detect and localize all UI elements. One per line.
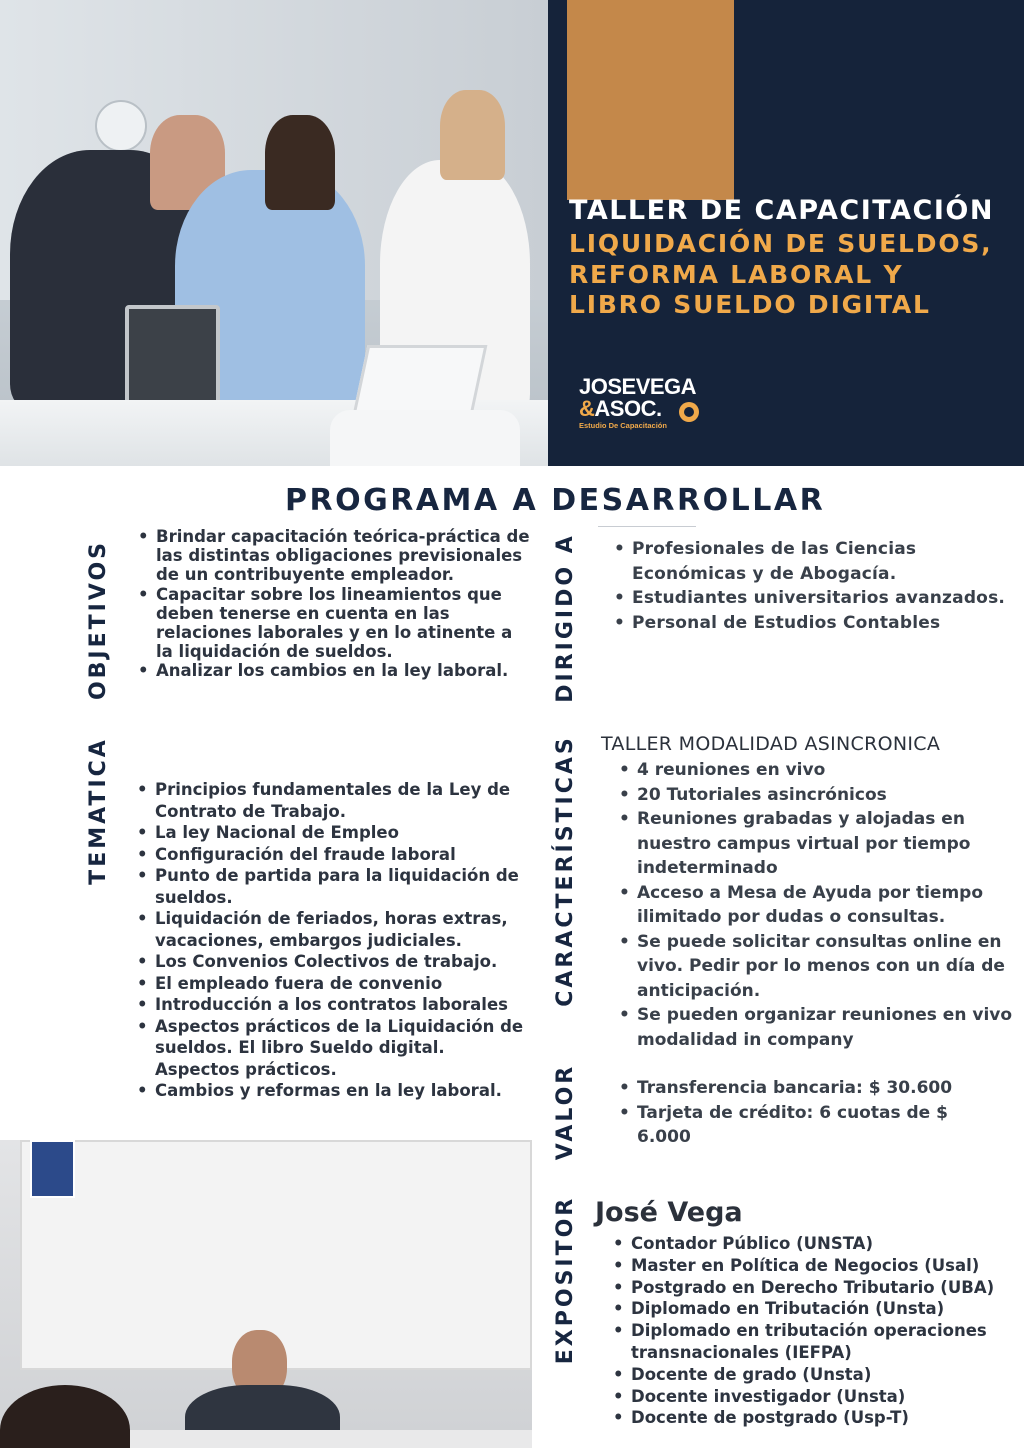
list-item: • Se pueden organizar reuniones en vivo modalidad in company [615,1003,1015,1052]
list-item: • Brindar capacitación teórica-práctica de las distintas obligaciones previsionales de un contribuyente empleador. [134,527,534,585]
section-label-valor: VALOR [553,1063,578,1161]
list-item: • Analizar los cambios en la ley laboral. [134,661,534,680]
tematica-list [133,779,533,1102]
list-item: • Personal de Estudios Contables [610,611,1010,636]
program-title: PROGRAMA A DESARROLLAR [285,483,826,518]
list-item: • Acceso a Mesa de Ayuda por tiempo ilimitado por dudas o consultas. [615,881,1015,930]
modality-title: TALLER MODALIDAD ASINCRONICA [601,733,941,755]
speaker-name: José Vega [595,1197,743,1228]
accent-bar [567,0,734,200]
laptop [353,345,488,415]
workshop-subtitle [569,229,1019,321]
objetivos-list [134,527,534,681]
dirigido-list [610,537,1010,635]
list-item: • Se puede solicitar consultas online en vivo. Pedir por lo menos con un día de anticipación. [615,930,1015,1004]
section-label-dirigido: DIRIGIDO A [553,533,578,703]
list-item: • Los Convenios Colectivos de trabajo. [133,951,533,973]
audience-member [0,1385,130,1448]
office-team-photo [0,0,548,466]
list-item: • Configuración del fraude laboral [133,844,533,866]
list-item: • Estudiantes universitarios avanzados. [610,586,1010,611]
expositor-list [609,1233,1019,1429]
list-item: • Aspectos prácticos de la Liquidación de sueldos. El libro Sueldo digital. Aspectos prácticos. [133,1016,533,1081]
subtitle-line: REFORMA LABORAL Y [569,259,904,289]
josevega-logo: JOSEVEGA &ASOC. Estudio De Capacitación [579,376,729,436]
section-label-caracteristicas: CARACTERÍSTICAS [553,735,578,1007]
workshop-title: TALLER DE CAPACITACIÓN [569,195,994,226]
list-item: • Cambios y reformas en la ley laboral. [133,1080,533,1102]
list-item: • Docente de grado (Unsta) [609,1364,1019,1386]
restroom-sign-icon [30,1140,75,1198]
section-label-expositor: EXPOSITOR [553,1195,578,1365]
list-item: • Contador Público (UNSTA) [609,1233,1019,1255]
list-item: • La ley Nacional de Empleo [133,822,533,844]
list-item: • Liquidación de feriados, horas extras, vacaciones, embargos judiciales. [133,908,533,951]
list-item: • Principios fundamentales de la Ley de Contrato de Trabajo. [133,779,533,822]
logo-tagline: Estudio De Capacitación [579,421,667,430]
section-label-tematica: TEMATICA [86,737,111,885]
list-item: • Postgrado en Derecho Tributario (UBA) [609,1277,1019,1299]
list-item: • Profesionales de las Ciencias Económicas y de Abogacía. [610,537,1010,586]
valor-list [615,1076,995,1150]
speaker-photo [0,1140,532,1448]
list-item: • Reuniones grabadas y alojadas en nuestro campus virtual por tiempo indeterminado [615,807,1015,881]
list-item: • Capacitar sobre los lineamientos que deben tenerse en cuenta en las relaciones laborales y en lo atinente a la liquidación de sueldos. [134,585,534,662]
list-item: • Docente de postgrado (Usp-T) [609,1407,1019,1429]
laptop [125,305,220,410]
list-item: • Master en Política de Negocios (Usal) [609,1255,1019,1277]
list-item: • Punto de partida para la liquidación de sueldos. [133,865,533,908]
list-item: • El empleado fuera de convenio [133,973,533,995]
list-item: • Diplomado en tributación operaciones transnacionales (IEFPA) [609,1320,1019,1364]
subtitle-line: LIQUIDACIÓN DE SUELDOS, [569,229,993,258]
section-label-objetivos: OBJETIVOS [86,539,111,701]
list-item: • Transferencia bancaria: $ 30.600 [615,1076,995,1101]
subtitle-line: LIBRO SUELDO DIGITAL [569,290,931,319]
divider [598,526,696,527]
lightbulb-icon [679,402,699,422]
list-item: • 4 reuniones en vivo [615,758,1015,783]
caracteristicas-list [615,758,1015,1052]
list-item: • Diplomado en Tributación (Unsta) [609,1298,1019,1320]
list-item: • Introducción a los contratos laborales [133,994,533,1016]
chair [330,410,520,466]
wall-clock [95,100,147,152]
list-item: • 20 Tutoriales asincrónicos [615,783,1015,808]
list-item: • Tarjeta de crédito: 6 cuotas de $ 6.000 [615,1101,995,1150]
list-item: • Docente investigador (Unsta) [609,1386,1019,1408]
